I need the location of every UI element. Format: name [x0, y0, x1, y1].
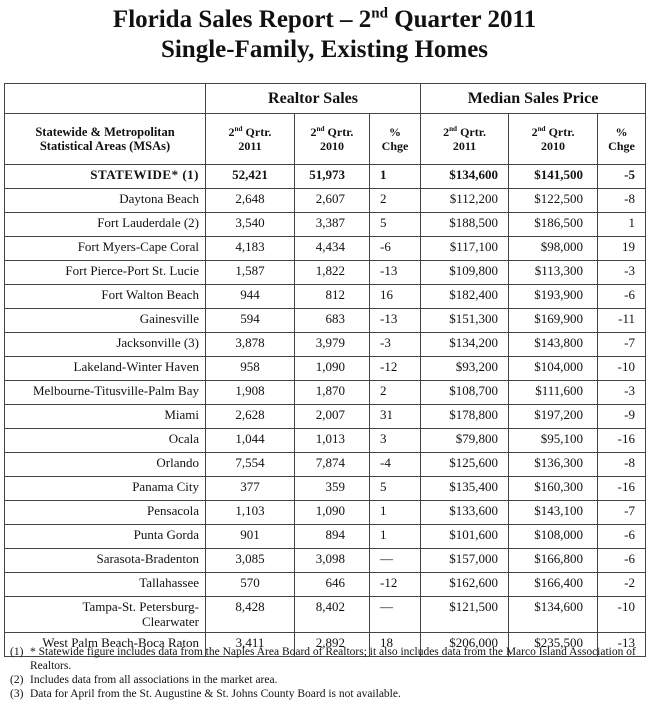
- footnote-number: (1): [10, 646, 24, 658]
- area-name: Panama City: [5, 477, 206, 501]
- table-cell: $125,600: [421, 453, 509, 477]
- title-sup: nd: [371, 5, 388, 22]
- table-cell: 3: [370, 429, 421, 453]
- area-name: Gainesville: [5, 309, 206, 333]
- table-cell: 18: [370, 633, 421, 657]
- table-cell: -7: [598, 501, 646, 525]
- table-cell: -10: [598, 357, 646, 381]
- table-cell: -6: [598, 549, 646, 573]
- table-row: [5, 213, 646, 237]
- table-row: [5, 405, 646, 429]
- table-row: [5, 429, 646, 453]
- table-cell: $113,300: [509, 261, 598, 285]
- report-title: [0, 5, 649, 35]
- table-cell: $157,000: [421, 549, 509, 573]
- table-cell: $235,500: [509, 633, 598, 657]
- table-cell: 1,090: [295, 501, 370, 525]
- table-cell: 3,085: [206, 549, 295, 573]
- table-cell: -6: [370, 237, 421, 261]
- footnote-text: * Statewide figure includes data from the Naples Area Board of Realtors; it also includes data from the Marco Island Association of Realtors.: [30, 646, 636, 672]
- table-row: [5, 357, 646, 381]
- realtor-sales-header: Realtor Sales: [206, 84, 421, 114]
- table-cell: 3,411: [206, 633, 295, 657]
- blank-header: [5, 84, 206, 114]
- table-cell: 3,098: [295, 549, 370, 573]
- table-cell: 19: [598, 237, 646, 261]
- table-cell: 2,628: [206, 405, 295, 429]
- median-price-header: Median Sales Price: [421, 84, 646, 114]
- column-header: 2nd Qrtr. 2011: [206, 114, 295, 165]
- table-cell: -7: [598, 333, 646, 357]
- table-cell: 1: [598, 213, 646, 237]
- table-row: [5, 237, 646, 261]
- table-cell: -11: [598, 309, 646, 333]
- table-cell: -13: [370, 309, 421, 333]
- table-cell: 16: [370, 285, 421, 309]
- table-cell: $143,100: [509, 501, 598, 525]
- table-cell: —: [370, 597, 421, 633]
- table-cell: $197,200: [509, 405, 598, 429]
- table-cell: 894: [295, 525, 370, 549]
- table-cell: $166,800: [509, 549, 598, 573]
- table-cell: 2: [370, 189, 421, 213]
- table-row: [5, 453, 646, 477]
- table-cell: 1,822: [295, 261, 370, 285]
- table-cell: 1: [370, 165, 421, 189]
- table-cell: -12: [370, 573, 421, 597]
- table-cell: $160,300: [509, 477, 598, 501]
- table-cell: 377: [206, 477, 295, 501]
- table-cell: 7,874: [295, 453, 370, 477]
- table-cell: $121,500: [421, 597, 509, 633]
- column-header: 2nd Qrtr. 2011: [421, 114, 509, 165]
- table-cell: $111,600: [509, 381, 598, 405]
- footnote-number: (3): [10, 688, 24, 700]
- table-cell: -3: [370, 333, 421, 357]
- table-cell: $162,600: [421, 573, 509, 597]
- table-row: [5, 309, 646, 333]
- table-cell: 2: [370, 381, 421, 405]
- table-cell: $117,100: [421, 237, 509, 261]
- table-cell: -6: [598, 285, 646, 309]
- table-cell: 2,007: [295, 405, 370, 429]
- table-cell: $143,800: [509, 333, 598, 357]
- table-cell: $101,600: [421, 525, 509, 549]
- table-cell: 1,587: [206, 261, 295, 285]
- area-name: Fort Myers-Cape Coral: [5, 237, 206, 261]
- table-cell: 1: [370, 501, 421, 525]
- footnote: [10, 687, 640, 701]
- area-name: Melbourne-Titusville-Palm Bay: [5, 381, 206, 405]
- table-cell: 52,421: [206, 165, 295, 189]
- table-cell: -3: [598, 381, 646, 405]
- area-name: Fort Pierce-Port St. Lucie: [5, 261, 206, 285]
- table-cell: $188,500: [421, 213, 509, 237]
- table-cell: 8,402: [295, 597, 370, 633]
- table-cell: 4,183: [206, 237, 295, 261]
- table-row: [5, 381, 646, 405]
- table-cell: 3,387: [295, 213, 370, 237]
- table-cell: -9: [598, 405, 646, 429]
- footnote-text: Data for April from the St. Augustine & St. Johns County Board is not available.: [30, 688, 401, 700]
- table-cell: $134,600: [421, 165, 509, 189]
- table-cell: 5: [370, 477, 421, 501]
- table-row: [5, 573, 646, 597]
- column-header: % Chge: [598, 114, 646, 165]
- table-cell: $93,200: [421, 357, 509, 381]
- table-cell: 7,554: [206, 453, 295, 477]
- area-name: Fort Walton Beach: [5, 285, 206, 309]
- table-cell: —: [370, 549, 421, 573]
- area-name: Fort Lauderdale (2): [5, 213, 206, 237]
- table-row: [5, 285, 646, 309]
- column-header: 2nd Qrtr. 2010: [509, 114, 598, 165]
- table-cell: $136,300: [509, 453, 598, 477]
- table-cell: 958: [206, 357, 295, 381]
- table-cell: $178,800: [421, 405, 509, 429]
- table-cell: $134,600: [509, 597, 598, 633]
- table-cell: 3,540: [206, 213, 295, 237]
- table-cell: $166,400: [509, 573, 598, 597]
- table-cell: -4: [370, 453, 421, 477]
- table-cell: 683: [295, 309, 370, 333]
- table-cell: -8: [598, 453, 646, 477]
- table-cell: $122,500: [509, 189, 598, 213]
- table-cell: 8,428: [206, 597, 295, 633]
- table-row: [5, 189, 646, 213]
- area-name: Daytona Beach: [5, 189, 206, 213]
- table-cell: $95,100: [509, 429, 598, 453]
- area-name: Pensacola: [5, 501, 206, 525]
- table-cell: 1,044: [206, 429, 295, 453]
- area-name: Orlando: [5, 453, 206, 477]
- table-cell: 51,973: [295, 165, 370, 189]
- table-cell: $104,000: [509, 357, 598, 381]
- table-cell: $182,400: [421, 285, 509, 309]
- table-cell: $206,000: [421, 633, 509, 657]
- table-cell: $193,900: [509, 285, 598, 309]
- table-cell: 812: [295, 285, 370, 309]
- table-cell: $112,200: [421, 189, 509, 213]
- table-row: [5, 333, 646, 357]
- table-cell: 1,908: [206, 381, 295, 405]
- table-cell: 31: [370, 405, 421, 429]
- table-cell: 2,607: [295, 189, 370, 213]
- area-name: Tampa-St. Petersburg- Clearwater: [5, 597, 206, 633]
- table-row: [5, 261, 646, 285]
- table-cell: $134,200: [421, 333, 509, 357]
- table-cell: 570: [206, 573, 295, 597]
- table-cell: 5: [370, 213, 421, 237]
- table-cell: $151,300: [421, 309, 509, 333]
- table-row: [5, 477, 646, 501]
- title-text: Florida Sales Report – 2: [112, 6, 372, 33]
- table-cell: -13: [370, 261, 421, 285]
- table-cell: 4,434: [295, 237, 370, 261]
- table-cell: 2,892: [295, 633, 370, 657]
- column-header: 2nd Qrtr. 2010: [295, 114, 370, 165]
- table-cell: -6: [598, 525, 646, 549]
- footnote: [10, 645, 640, 673]
- table-cell: 594: [206, 309, 295, 333]
- area-name: Punta Gorda: [5, 525, 206, 549]
- area-name: West Palm Beach-Boca Raton: [5, 633, 206, 657]
- footnote-text: Includes data from all associations in the market area.: [30, 674, 278, 686]
- table-cell: 1,870: [295, 381, 370, 405]
- table-cell: -3: [598, 261, 646, 285]
- table-cell: $108,000: [509, 525, 598, 549]
- footnote: [10, 673, 640, 687]
- table-row: [5, 525, 646, 549]
- table-cell: $169,900: [509, 309, 598, 333]
- table-cell: -13: [598, 633, 646, 657]
- area-name: Lakeland-Winter Haven: [5, 357, 206, 381]
- column-header: % Chge: [370, 114, 421, 165]
- area-name: Ocala: [5, 429, 206, 453]
- area-name: Sarasota-Bradenton: [5, 549, 206, 573]
- title-text-end: Quarter 2011: [387, 6, 537, 33]
- footnote-number: (2): [10, 674, 24, 686]
- report-subtitle: Single-Family, Existing Homes: [160, 36, 489, 63]
- table-row: [5, 597, 646, 633]
- sales-table: [4, 83, 646, 657]
- table-cell: 1,103: [206, 501, 295, 525]
- table-cell: 944: [206, 285, 295, 309]
- table-cell: -12: [370, 357, 421, 381]
- table-cell: $141,500: [509, 165, 598, 189]
- table-cell: 2,648: [206, 189, 295, 213]
- table-cell: $109,800: [421, 261, 509, 285]
- area-header: Statewide & Metropolitan Statistical Areas (MSAs): [5, 114, 206, 165]
- table-row: [5, 501, 646, 525]
- table-cell: $133,600: [421, 501, 509, 525]
- table-cell: 1,013: [295, 429, 370, 453]
- table-cell: $79,800: [421, 429, 509, 453]
- table-cell: -10: [598, 597, 646, 633]
- table-cell: $98,000: [509, 237, 598, 261]
- table-cell: 646: [295, 573, 370, 597]
- table-cell: 1: [370, 525, 421, 549]
- footnotes: [10, 645, 640, 701]
- table-cell: $186,500: [509, 213, 598, 237]
- table-cell: -2: [598, 573, 646, 597]
- area-name: Tallahassee: [5, 573, 206, 597]
- table-cell: -16: [598, 429, 646, 453]
- area-name: STATEWIDE* (1): [5, 165, 206, 189]
- table-cell: 3,878: [206, 333, 295, 357]
- table-cell: -5: [598, 165, 646, 189]
- table-cell: -8: [598, 189, 646, 213]
- table-cell: 901: [206, 525, 295, 549]
- table-cell: $135,400: [421, 477, 509, 501]
- table-cell: $108,700: [421, 381, 509, 405]
- statewide-row: [5, 165, 646, 189]
- area-name: Jacksonville (3): [5, 333, 206, 357]
- area-name: Miami: [5, 405, 206, 429]
- table-cell: 3,979: [295, 333, 370, 357]
- table-cell: -16: [598, 477, 646, 501]
- table-cell: 1,090: [295, 357, 370, 381]
- table-row: [5, 549, 646, 573]
- table-cell: 359: [295, 477, 370, 501]
